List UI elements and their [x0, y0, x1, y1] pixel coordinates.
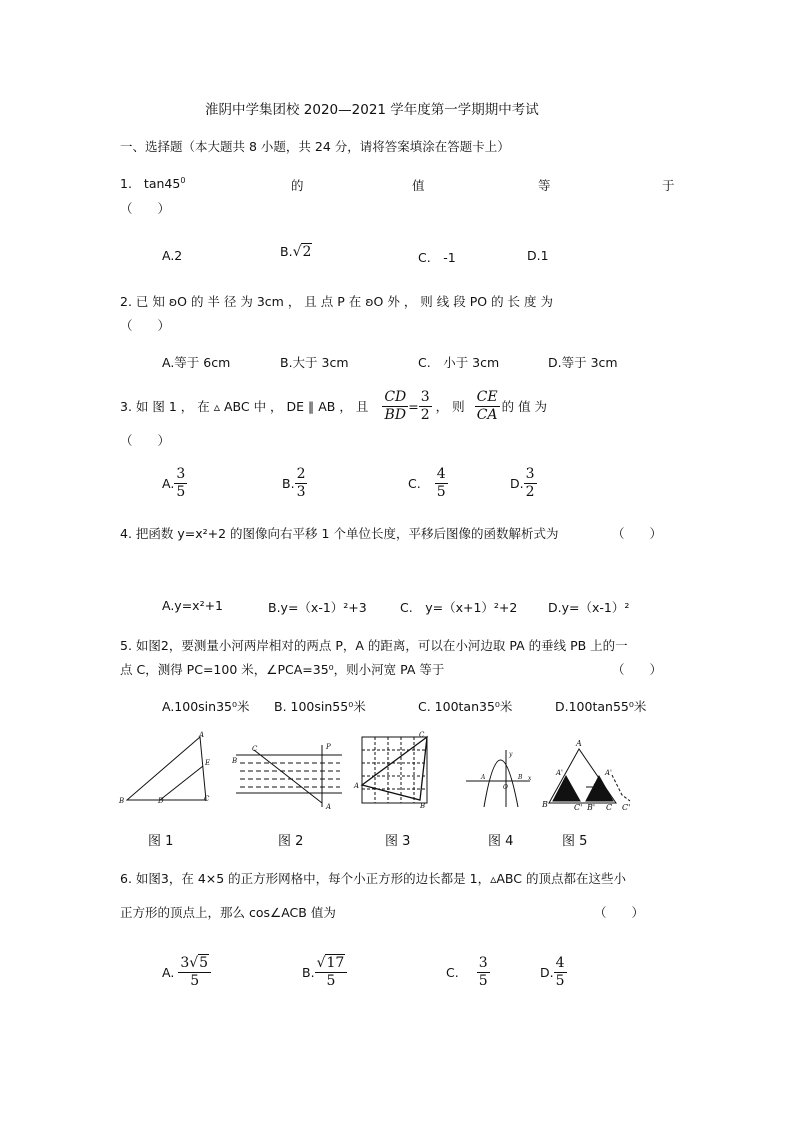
- q1-word-4: 于: [662, 178, 675, 193]
- figure-4: [466, 750, 532, 807]
- q3-text-1: 3. 如 图 1 ， 在 ▵ ABC 中 ， DE ∥ AB ， 且: [120, 399, 369, 414]
- q3-option-b-fraction: [295, 466, 308, 501]
- q3-option-a: [162, 466, 187, 501]
- fig2-label-A: A: [326, 803, 332, 811]
- q3-option-d-den: 2: [525, 484, 535, 500]
- q4-stem: 4. 把函数 y=x²+2 的图像向右平移 1 个单位长度，平移后图像的函数解析式为: [120, 526, 559, 541]
- q3-option-c-label: C.: [408, 476, 421, 491]
- fig2-label-B: B: [232, 757, 238, 765]
- q3-fraction-cd-bd: [382, 389, 408, 424]
- figure-2: [231, 743, 342, 811]
- q3-fraction-3-2: [419, 389, 432, 424]
- fig5-label-A-prime-2: A': [605, 769, 612, 777]
- q3-option-c-fraction: [435, 466, 448, 501]
- fig1-label-A: A: [199, 731, 205, 739]
- q6-option-c-fraction: [477, 955, 490, 990]
- q6-option-d-num: 4: [555, 955, 565, 971]
- q1-degree: 0: [180, 176, 186, 185]
- q2-stem: 2. 已 知 ʚO 的 半 径 为 3cm ， 且 点 P 在 ʚO 外 ， 则 线 段 PO 的 长 度 为: [120, 294, 553, 309]
- fig5-label-C-prime-2: C': [622, 803, 631, 812]
- q5-option-a: A.100sin35⁰米: [162, 699, 250, 714]
- page-title: 淮阴中学集团校 2020—2021 学年度第一学期期中考试: [205, 102, 539, 118]
- figure-1-caption: 图 1: [148, 834, 174, 849]
- q6-option-d-den: 5: [555, 973, 565, 989]
- q4-answer-paren: （ ）: [612, 526, 663, 541]
- fig4-label-O: O: [503, 784, 508, 791]
- q3-frac3-num: CE: [476, 388, 498, 405]
- q6-option-b-num: √17: [315, 955, 348, 973]
- q6-option-a-den: 5: [190, 973, 200, 989]
- q6-option-a-label: A.: [162, 965, 175, 980]
- q2-option-a: A.等于 6cm: [162, 355, 231, 370]
- q3-option-b: [282, 466, 307, 501]
- q6-option-c-num: 3: [478, 955, 488, 971]
- figure-5: [541, 739, 630, 812]
- fig1-label-B: B: [119, 797, 125, 805]
- q3-option-c-num: 4: [436, 466, 446, 482]
- q6-option-a-num: 3√5: [178, 955, 211, 973]
- q6-stem-line-1: 6. 如图3，在 4×5 的正方形网格中，每个小正方形的边长都是 1，▵ABC 的顶点都在这些小: [120, 871, 626, 886]
- q6-option-c-label: C.: [446, 965, 459, 980]
- q3-answer-paren: （ ）: [120, 433, 171, 448]
- fig4-label-x: x: [528, 775, 532, 782]
- fig3-label-C: C: [419, 731, 425, 739]
- q1-option-a: A.2: [162, 248, 183, 263]
- q3-option-a-num: 3: [176, 466, 186, 482]
- q6-stem-line-2: 正方形的顶点上，那么 cos∠ACB 值为: [120, 905, 336, 920]
- q5-option-b: B. 100sin55⁰米: [274, 699, 366, 714]
- q3-option-a-label: A.: [162, 476, 175, 491]
- q5-option-d: D.100tan55⁰米: [555, 699, 647, 714]
- fig2-label-P: P: [326, 743, 331, 751]
- q6-option-d-fraction: [554, 955, 567, 990]
- q2-option-d: D.等于 3cm: [548, 355, 618, 370]
- q1-option-d: D.1: [527, 248, 549, 263]
- fig1-label-E: E: [205, 759, 211, 767]
- fig4-label-B: B: [518, 774, 523, 781]
- q4-option-d: D.y=（x-1）²: [548, 600, 630, 615]
- q6-option-b: [302, 955, 347, 990]
- fig4-label-A: A: [481, 774, 486, 781]
- q1-word-3: 等: [538, 178, 551, 193]
- figure-3-caption: 图 3: [385, 834, 411, 849]
- q3-frac1-num: CD: [384, 388, 407, 405]
- q3-option-b-label: B.: [282, 476, 295, 491]
- q3-text-2: ， 则: [435, 399, 465, 414]
- q5-stem-line-2: 点 C，测得 PC=100 米，∠PCA=35⁰，则小河宽 PA 等于: [120, 662, 445, 677]
- q2-answer-paren: （ ）: [120, 318, 171, 333]
- q6-option-d-label: D.: [540, 965, 554, 980]
- q5-answer-paren: （ ）: [612, 662, 663, 677]
- q3-option-a-den: 5: [176, 484, 186, 500]
- fig5-label-C: C: [606, 803, 613, 812]
- q6-option-a-radicand: 5: [199, 955, 209, 971]
- q3-option-b-den: 3: [296, 484, 306, 500]
- q1-expr: tan45: [143, 176, 181, 192]
- figure-3: [353, 731, 427, 810]
- figures-strip: [0, 725, 794, 825]
- q1-option-b: [280, 244, 312, 260]
- q4-option-c: C. y=（x+1）²+2: [400, 600, 518, 615]
- q3-fraction-ce-ca: [475, 389, 500, 424]
- q4-option-b: B.y=（x-1）²+3: [268, 600, 367, 615]
- section-heading: 一、选择题（本大题共 8 小题，共 24 分，请将答案填涂在答题卡上）: [120, 139, 510, 154]
- q6-option-a: [162, 955, 211, 990]
- q6-option-d: [540, 955, 567, 990]
- fig5-label-B-prime: B': [587, 803, 596, 812]
- q2-option-c: C. 小于 3cm: [418, 355, 500, 370]
- q3-option-d: [510, 466, 537, 501]
- q1-number: 1.: [120, 176, 132, 192]
- q3-option-a-fraction: [174, 466, 187, 501]
- fig5-label-B: B: [542, 800, 548, 809]
- q6-option-b-radicand: 17: [326, 955, 345, 971]
- figure-5-caption: 图 5: [562, 834, 588, 849]
- q3-option-d-label: D.: [510, 476, 524, 491]
- q2-option-b: B.大于 3cm: [280, 355, 349, 370]
- q3-frac2-den: 2: [420, 406, 430, 423]
- figure-4-caption: 图 4: [488, 834, 514, 849]
- fig1-label-C: C: [204, 795, 210, 803]
- fig2-label-C: C: [252, 745, 258, 753]
- q5-option-c: C. 100tan35⁰米: [418, 699, 513, 714]
- q6-option-b-den: 5: [326, 973, 336, 989]
- q1-stem: [120, 176, 185, 191]
- figure-1: [118, 731, 210, 805]
- figure-2-caption: 图 2: [278, 834, 304, 849]
- q3-option-d-fraction: [524, 466, 537, 501]
- q3-option-d-num: 3: [525, 466, 535, 482]
- q1-answer-paren: （ ）: [120, 201, 171, 216]
- q3-stem: [120, 386, 547, 426]
- q3-option-b-num: 2: [296, 466, 306, 482]
- fig5-label-A-prime-1: A': [556, 769, 563, 777]
- q3-frac1-den: BD: [384, 406, 407, 423]
- q6-option-b-label: B.: [302, 965, 315, 980]
- fig5-label-A: A: [576, 739, 582, 748]
- q1-radicand: 2: [302, 244, 312, 260]
- q3-equals: =: [408, 398, 419, 414]
- q1-sqrt: √2: [292, 244, 312, 260]
- q3-text-3: 的 值 为: [501, 399, 548, 414]
- q4-option-a: A.y=x²+1: [162, 598, 224, 613]
- q5-stem-line-1: 5. 如图2，要测量小河两岸相对的两点 P，A 的距离，可以在小河边取 PA 的垂线 PB 上的一: [120, 638, 628, 653]
- fig1-label-D: D: [158, 797, 164, 805]
- fig3-label-A: A: [354, 782, 360, 790]
- q1-word-1: 的: [291, 178, 304, 193]
- q1-option-c: C. -1: [418, 250, 456, 265]
- q6-option-c: [446, 955, 490, 990]
- q3-frac3-den: CA: [476, 406, 498, 423]
- fig4-label-y: y: [509, 751, 513, 758]
- q1-option-b-label: B.: [280, 244, 293, 259]
- fig5-label-C-prime-1: C': [574, 803, 583, 812]
- q6-option-a-fraction: [178, 955, 211, 990]
- q3-option-c-den: 5: [436, 484, 446, 500]
- q3-frac2-num: 3: [420, 388, 430, 405]
- q6-option-c-den: 5: [478, 973, 488, 989]
- fig3-label-B: B: [420, 802, 426, 810]
- q6-answer-paren: （ ）: [594, 905, 645, 920]
- q6-option-a-coef: 3: [180, 955, 190, 971]
- q1-word-2: 值: [412, 178, 425, 193]
- q6-option-b-fraction: [315, 955, 348, 990]
- q3-option-c: [408, 466, 448, 501]
